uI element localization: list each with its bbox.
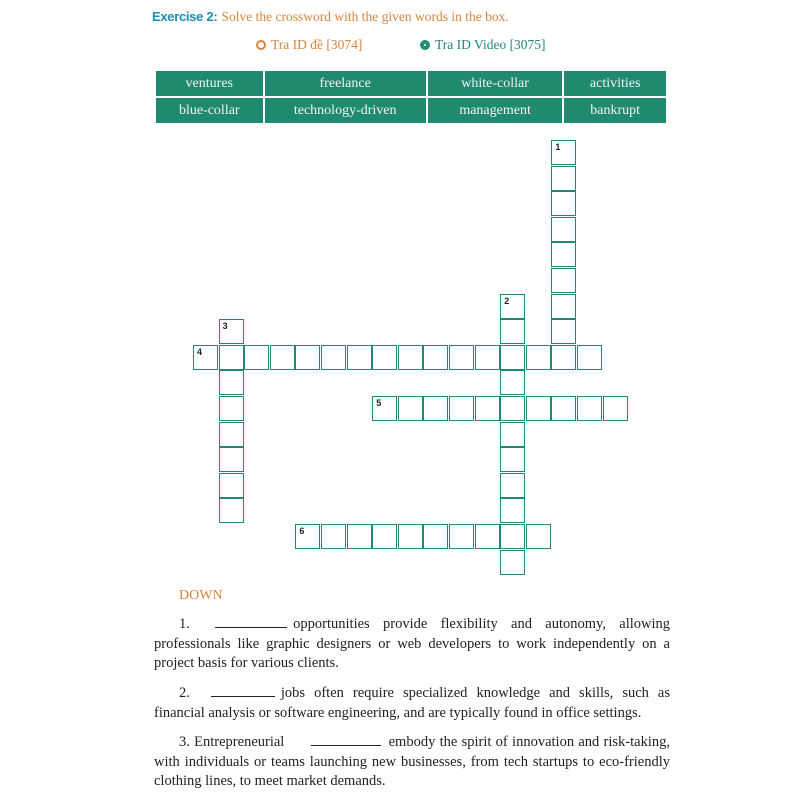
crossword-cell[interactable]	[500, 345, 525, 370]
crossword-cell[interactable]	[500, 422, 525, 447]
clue-1	[154, 615, 670, 674]
exercise-instruction: Solve the crossword with the given words in the box.	[221, 9, 509, 24]
crossword-cell[interactable]	[219, 498, 244, 523]
crossword-cell[interactable]	[526, 396, 551, 421]
crossword-cell[interactable]	[219, 396, 244, 421]
crossword-cell[interactable]	[500, 498, 525, 523]
crossword-cell[interactable]	[219, 447, 244, 472]
crossword-cell[interactable]	[423, 396, 448, 421]
test-id-label: Tra ID đề [3074]	[271, 37, 363, 52]
crossword-cell[interactable]	[551, 294, 576, 319]
crossword-cell[interactable]	[475, 396, 500, 421]
crossword-cell[interactable]	[551, 166, 576, 191]
crossword-cell[interactable]	[321, 524, 346, 549]
answer-blank[interactable]	[215, 615, 287, 628]
crossword-cell[interactable]	[577, 345, 602, 370]
crossword-cell[interactable]	[500, 550, 525, 575]
crossword-cell[interactable]	[551, 140, 576, 165]
word-cell: ventures	[155, 70, 264, 97]
crossword-cell[interactable]	[551, 217, 576, 242]
crossword-cell[interactable]	[423, 345, 448, 370]
crossword-cell[interactable]	[551, 242, 576, 267]
crossword-cell[interactable]	[219, 370, 244, 395]
crossword-cell[interactable]	[500, 396, 525, 421]
crossword-cell[interactable]	[295, 524, 320, 549]
word-cell: technology-driven	[264, 97, 427, 124]
clue-number-label: 1	[555, 142, 561, 152]
crossword-cell[interactable]	[193, 345, 218, 370]
crossword-cell[interactable]	[603, 396, 628, 421]
crossword-cell[interactable]	[500, 473, 525, 498]
crossword-cell[interactable]	[321, 345, 346, 370]
crossword-cell[interactable]	[423, 524, 448, 549]
exercise-label: Exercise 2:	[152, 9, 218, 24]
crossword-cell[interactable]	[244, 345, 269, 370]
crossword-cell[interactable]	[219, 345, 244, 370]
crossword-cell[interactable]	[526, 524, 551, 549]
word-cell: white-collar	[427, 70, 564, 97]
crossword-cell[interactable]	[219, 319, 244, 344]
clue-number: 1.	[179, 616, 190, 632]
video-id-link[interactable]	[420, 37, 546, 53]
crossword-cell[interactable]	[577, 396, 602, 421]
crossword-cell[interactable]	[347, 345, 372, 370]
crossword-cell[interactable]	[449, 524, 474, 549]
crossword-cell[interactable]	[551, 191, 576, 216]
crossword-cell[interactable]	[551, 268, 576, 293]
video-id-label: Tra ID Video [3075]	[435, 37, 546, 52]
crossword-cell[interactable]	[551, 319, 576, 344]
word-cell: freelance	[264, 70, 427, 97]
clue-number: 2.	[179, 685, 190, 701]
crossword-cell[interactable]	[449, 396, 474, 421]
crossword-cell[interactable]	[398, 524, 423, 549]
crossword-cell[interactable]	[270, 345, 295, 370]
clue-number-label: 3	[222, 321, 228, 332]
crossword-cell[interactable]	[551, 345, 576, 370]
crossword-cell[interactable]	[475, 345, 500, 370]
crossword-cell[interactable]	[398, 345, 423, 370]
answer-blank[interactable]	[211, 684, 275, 697]
clue-text: embody the spirit of innovation and risk-taking, with individuals or teams launching new businesses, from tech startups to eco-friendly clothing lines, to meet market demands.	[154, 734, 671, 789]
clue-text-before: Entrepreneurial	[194, 734, 285, 750]
crossword-cell[interactable]	[372, 524, 397, 549]
clue-number-label: 6	[299, 526, 305, 536]
crossword-cell[interactable]	[500, 294, 525, 319]
play-circle-icon	[420, 40, 430, 50]
test-id-link[interactable]	[256, 37, 362, 53]
crossword-cell[interactable]	[219, 422, 244, 447]
clue-2	[154, 684, 670, 723]
clue-number: 3.	[179, 734, 190, 750]
down-heading: DOWN	[179, 588, 223, 603]
crossword-cell[interactable]	[500, 524, 525, 549]
crossword-cell[interactable]	[500, 370, 525, 395]
crossword-cell[interactable]	[500, 447, 525, 472]
crossword-cell[interactable]	[372, 396, 397, 421]
clue-text: jobs often require specialized knowledge and skills, such as financial analysis or software engineering, and are typically found in office settings.	[154, 685, 671, 721]
circle-icon	[256, 40, 266, 50]
word-cell: blue-collar	[155, 97, 264, 124]
word-box	[154, 69, 668, 125]
word-cell: management	[427, 97, 564, 124]
crossword-cell[interactable]	[295, 345, 320, 370]
clue-number-label: 4	[197, 346, 203, 357]
word-cell: bankrupt	[563, 97, 667, 124]
crossword-cell[interactable]	[500, 319, 525, 344]
crossword-cell[interactable]	[526, 345, 551, 370]
crossword-cell[interactable]	[551, 396, 576, 421]
clue-number-label: 5	[376, 398, 382, 408]
crossword-cell[interactable]	[449, 345, 474, 370]
answer-blank[interactable]	[311, 733, 381, 746]
word-cell: activities	[563, 70, 667, 97]
crossword-cell[interactable]	[475, 524, 500, 549]
crossword-cell[interactable]	[347, 524, 372, 549]
crossword-cell[interactable]	[398, 396, 423, 421]
word-box-row	[155, 97, 667, 124]
clue-number-label: 2	[504, 295, 510, 306]
clue-text: opportunities provide flexibility and autonomy, allowing professionals like graphic designers or web developers to work independently on a project basis for various clients.	[154, 616, 670, 671]
crossword-cell[interactable]	[219, 473, 244, 498]
exercise-title	[152, 9, 509, 25]
clue-3	[154, 733, 670, 792]
word-box-row	[155, 70, 667, 97]
crossword-cell[interactable]	[372, 345, 397, 370]
